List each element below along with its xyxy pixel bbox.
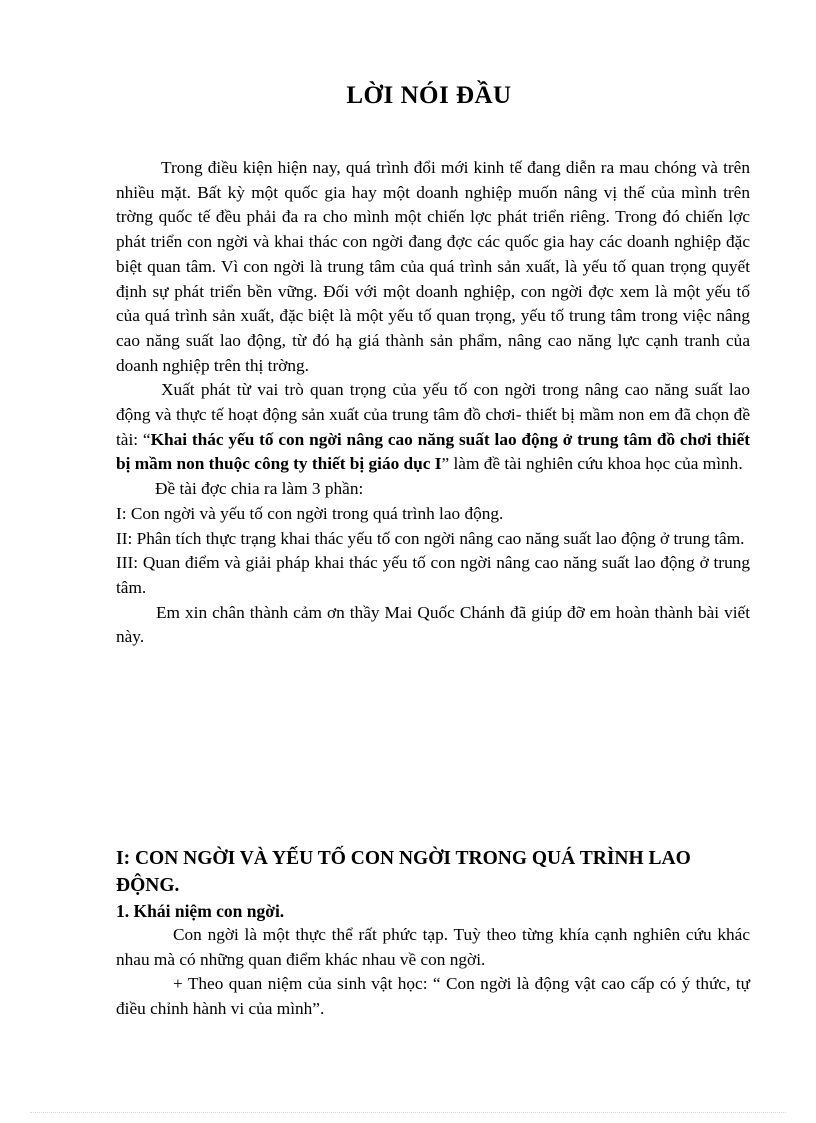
part-3-item: III: Quan điểm và giải pháp khai thác yếu tố con ngời nâng cao năng suất lao động ở trung tâm. [116,553,750,597]
thesis-topic-title: Khai thác yếu tố con ngời nâng cao năng suất lao động ở trung tâm đồ chơi thiết bị mầm non thuộc công ty thiết bị giáo dục I [116,429,750,474]
page-title: LỜI NÓI ĐẦU [346,82,512,109]
preface-body [116,156,750,650]
section-1-paragraph-1: Con ngời là một thực thể rất phức tạp. Tuỳ theo từng khía cạnh nghiên cứu khác nhau mà có những quan điểm khác nhau về con ngời. [116,925,750,969]
page-bottom-divider [30,1112,786,1113]
preface-paragraph-2-intro: Xuất phát từ vai trò quan trọng của yếu tố con ngời trong nâng cao năng suất lao động và thực tế hoạt động sản xuất của trung tâm đồ chơi- thiết bị mầm non em đã chọn đề tài: “ [116,380,750,449]
section-1-heading: I: CON NGỜI VÀ YẾU TỐ CON NGỜI TRONG QUÁ TRÌNH LAO ĐỘNG. [116,848,691,896]
preface-paragraph-2 [116,378,750,477]
preface-parts-intro: Đề tài đợc chia ra làm 3 phần: [155,479,364,499]
section-1 [116,845,750,1021]
subsection-1-heading: 1. Khái niệm con ngời. [116,901,285,921]
part-2-item: II: Phân tích thực trạng khai thác yếu tố con ngời nâng cao năng suất lao động ở trung tâm. [116,528,745,548]
preface-paragraph-2-outro: ” làm đề tài nghiên cứu khoa học của mình. [441,454,743,474]
section-1-paragraph-2: + Theo quan niệm của sinh vật học: “ Con ngời là động vật cao cấp có ý thức, tự điều chỉnh hành vi của mình”. [116,974,750,1018]
part-1-item: I: Con ngời và yếu tố con ngời trong quá trình lao động. [116,503,504,523]
preface-paragraph-1: Trong điều kiện hiện nay, quá trình đổi mới kinh tế đang diễn ra mau chóng và trên nhiều mặt. Bất kỳ một quốc gia hay một doanh nghiệp muốn nâng vị thế của mình trên trờng quốc tế đều phải đa ra cho mình một chiến lợc phát triển riêng. Trong đó chiến lợc phát triển con ngời và khai thác con ngời đang đợc các quốc gia hay các doanh nghiệp đặc biệt quan tâm. Vì con ngời là trung tâm của quá trình sản xuất, là yếu tố quan trọng quyết định sự phát triển bền vững. Đối với một doanh nghiệp, con ngời đợc xem là một yếu tố của quá trình sản xuất, đặc biệt là một yếu tố quan trọng, yếu tố trung tâm trong việc nâng cao năng suất lao động, từ đó hạ giá thành sản phẩm, nâng cao năng lực cạnh tranh của doanh nghiệp trên thị trờng. [116,158,750,375]
acknowledgement-paragraph: Em xin chân thành cảm ơn thầy Mai Quốc Chánh đã giúp đỡ em hoàn thành bài viết này. [116,602,750,647]
